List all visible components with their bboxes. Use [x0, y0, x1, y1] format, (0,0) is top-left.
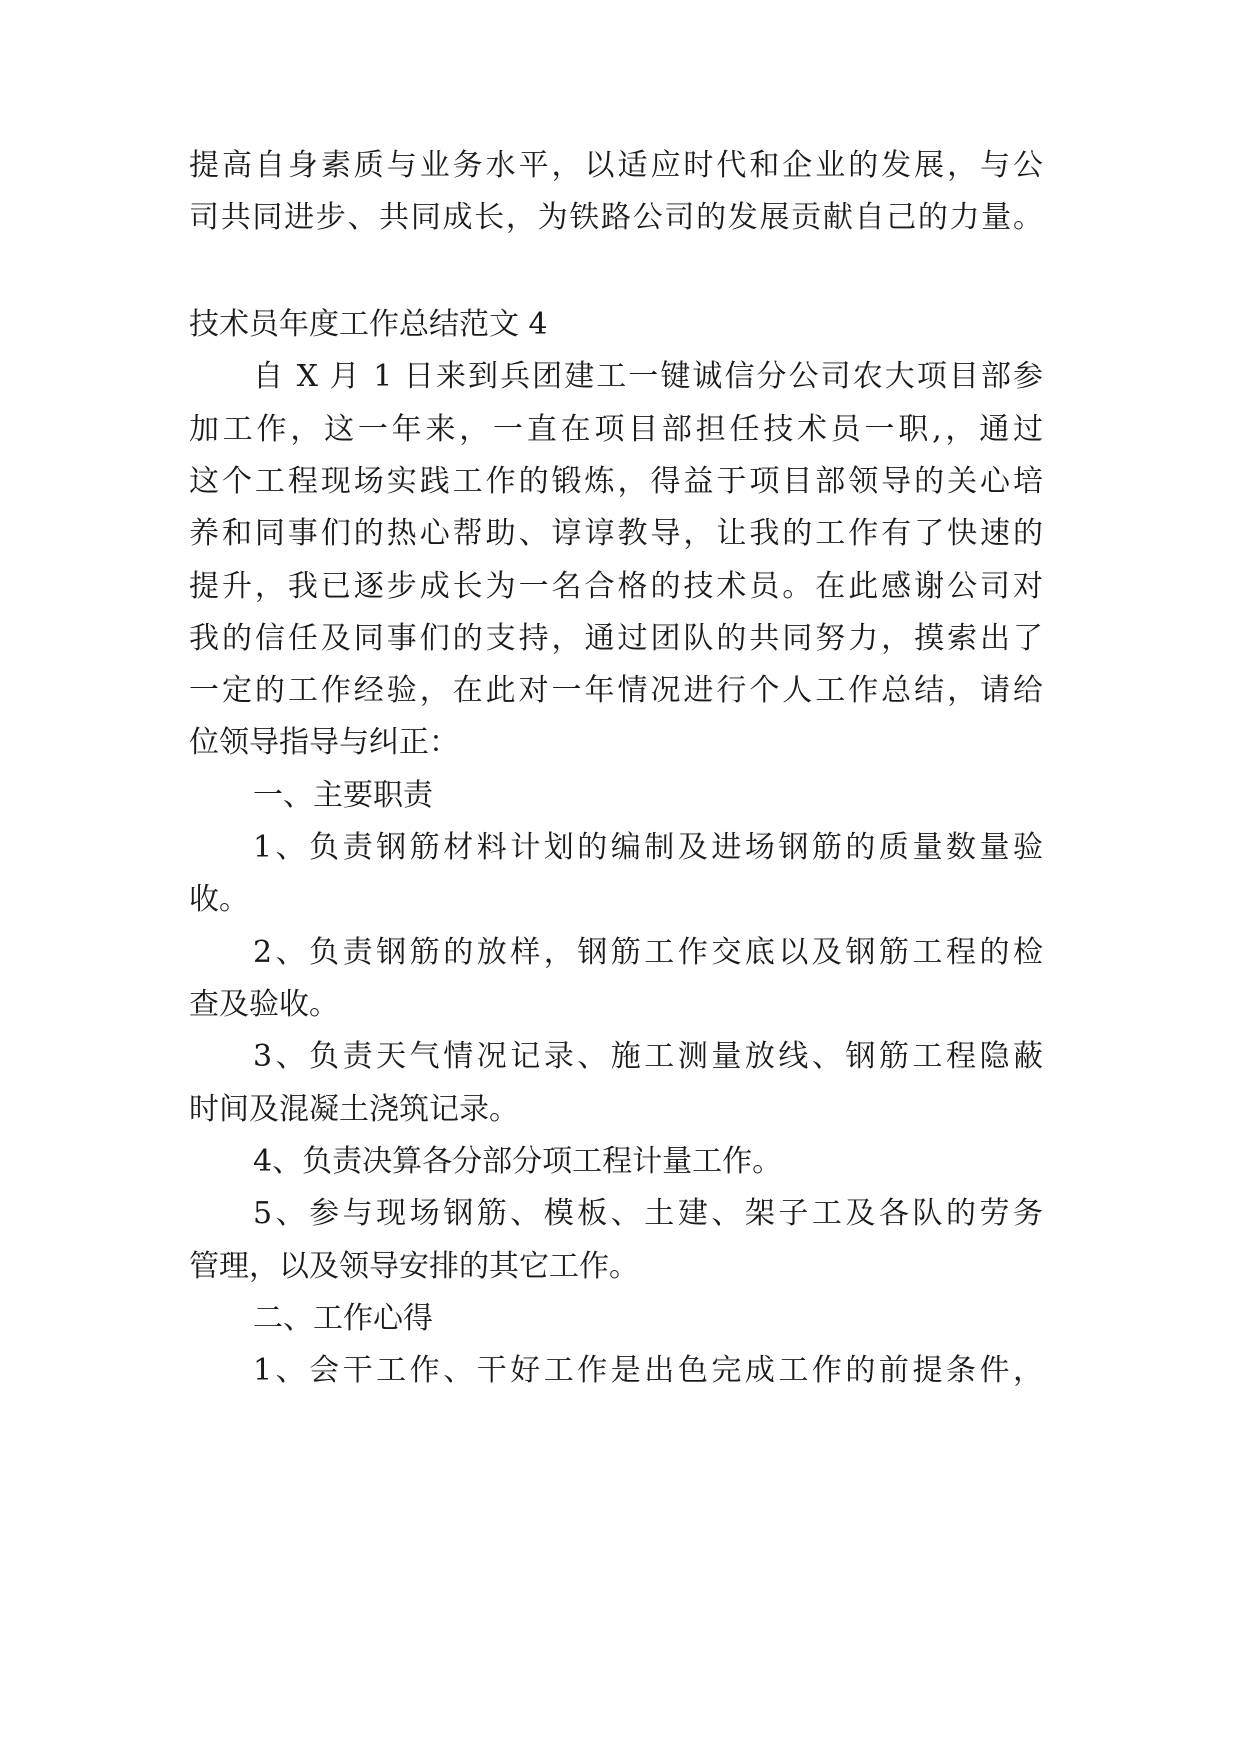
duty-3-line-1: 3、负责天气情况记录、施工测量放线、钢筋工程隐蔽 [253, 1039, 1043, 1074]
intro-line-8: 位领导指导与纠正： [189, 725, 459, 760]
carryover-line-1: 提高自身素质与业务水平，以适应时代和企业的发展，与公 [189, 148, 1043, 183]
duty-2-line-1: 2、负责钢筋的放样，钢筋工作交底以及钢筋工程的检 [253, 935, 1043, 970]
duty-2-line-2: 查及验收。 [189, 987, 339, 1022]
intro-line-5: 提升，我已逐步成长为一名合格的技术员。在此感谢公司对 [189, 569, 1043, 604]
intro-line-1: 自 X 月 1 日来到兵团建工一键诚信分公司农大项目部参 [253, 359, 1043, 394]
duty-5-line-1: 5、参与现场钢筋、模板、土建、架子工及各队的劳务 [253, 1196, 1043, 1231]
heading-main-duties: 一、主要职责 [253, 778, 433, 813]
duty-5-line-2: 管理，以及领导安排的其它工作。 [189, 1249, 639, 1284]
carryover-line-2: 司共同进步、共同成长，为铁路公司的发展贡献自己的力量。 [189, 200, 1043, 235]
heading-work-experience: 二、工作心得 [253, 1301, 433, 1336]
duty-1-line-2: 收。 [189, 882, 249, 917]
intro-line-3: 这个工程现场实践工作的锻炼，得益于项目部领导的关心培 [189, 464, 1043, 499]
section-title: 技术员年度工作总结范文 4 [189, 307, 548, 342]
experience-1-line-1: 1、会干工作、干好工作是出色完成工作的前提条件， [253, 1353, 1043, 1388]
duty-1-line-1: 1、负责钢筋材料计划的编制及进场钢筋的质量数量验 [253, 830, 1043, 865]
intro-line-2: 加工作，这一年来，一直在项目部担任技术员一职,，通过 [189, 412, 1043, 447]
intro-line-7: 一定的工作经验，在此对一年情况进行个人工作总结，请给 [189, 673, 1043, 708]
intro-line-6: 我的信任及同事们的支持，通过团队的共同努力，摸索出了 [189, 621, 1043, 656]
duty-4: 4、负责决算各分部分项工程计量工作。 [253, 1144, 783, 1179]
duty-3-line-2: 时间及混凝土浇筑记录。 [189, 1092, 519, 1127]
intro-line-4: 养和同事们的热心帮助、谆谆教导，让我的工作有了快速的 [189, 516, 1043, 551]
